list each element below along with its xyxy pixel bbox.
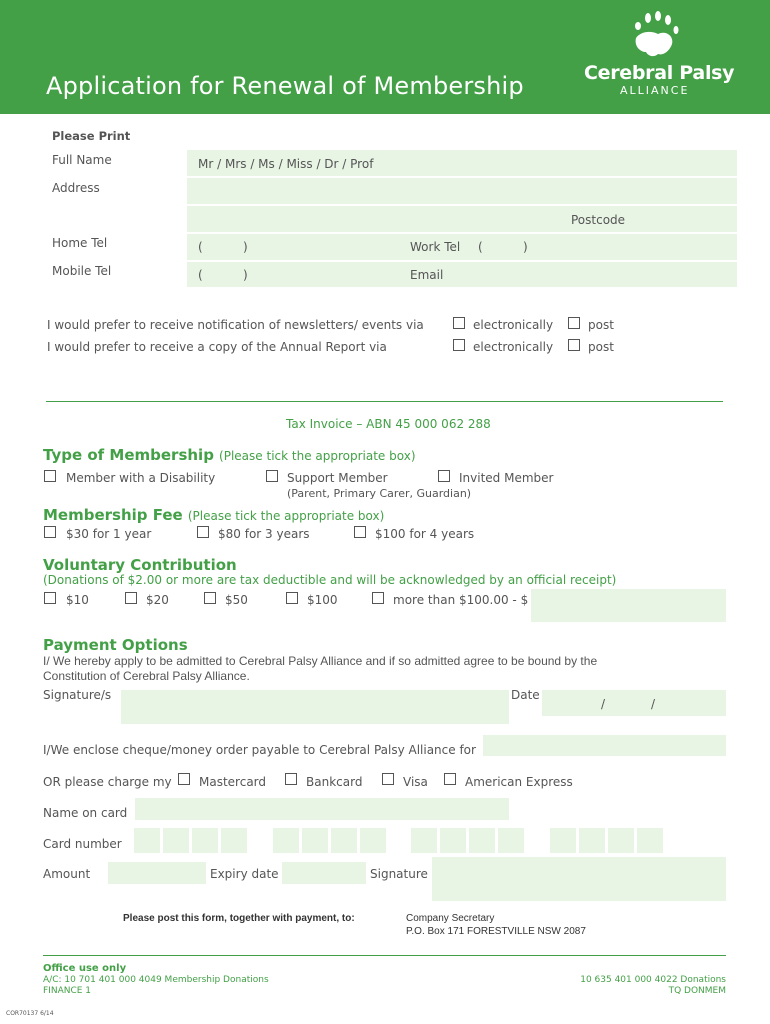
invited-member-checkbox[interactable] (438, 470, 450, 482)
postcode-label: Postcode (571, 213, 626, 227)
home-tel-label: Home Tel (52, 236, 108, 250)
card-number-cell[interactable] (550, 828, 576, 853)
donation-20-label: $20 (146, 593, 169, 607)
signatures-field[interactable] (121, 690, 509, 724)
charge-label: OR please charge my (43, 775, 172, 789)
work-tel-open-paren: ( (478, 240, 483, 254)
card-number-cell[interactable] (608, 828, 634, 853)
work-tel-label: Work Tel (410, 240, 461, 254)
donation-other-checkbox[interactable] (372, 592, 384, 604)
invited-member-label: Invited Member (459, 471, 554, 485)
signature-label: Signature (370, 867, 428, 881)
office-left-line-1: A/C: 10 701 401 000 4049 Membership Donations (43, 975, 269, 985)
membership-fee-note: (Please tick the appropriate box) (187, 509, 385, 523)
office-divider (43, 955, 726, 956)
home-work-tel-field[interactable] (187, 234, 737, 260)
fee-4-years-checkbox[interactable] (354, 526, 366, 538)
post-address-line-2: P.O. Box 171 FORESTVILLE NSW 2087 (406, 926, 586, 937)
expiry-label: Expiry date (210, 867, 279, 881)
home-tel-close-paren: ) (243, 240, 248, 254)
voluntary-note: (Donations of $2.00 or more are tax deductible and will be acknowledged by an official receipt) (43, 573, 617, 587)
mobile-email-field[interactable] (187, 262, 737, 287)
logo-name: Cerebral Palsy (584, 62, 735, 84)
amex-checkbox[interactable] (444, 773, 456, 785)
report-post-label: post (588, 340, 614, 354)
voluntary-heading: Voluntary Contribution (43, 556, 237, 574)
mobile-close-paren: ) (243, 268, 248, 282)
work-tel-close-paren: ) (523, 240, 528, 254)
office-right-line-2: TQ DONMEM (668, 986, 726, 996)
page-title: Application for Renewal of Membership (46, 72, 524, 100)
payment-statement-2: Constitution of Cerebral Palsy Alliance. (43, 669, 250, 683)
date-field[interactable] (542, 690, 726, 716)
card-number-cell[interactable] (273, 828, 299, 853)
fee-3-years-label: $80 for 3 years (218, 527, 310, 541)
mastercard-checkbox[interactable] (178, 773, 190, 785)
membership-type-heading: Type of Membership (43, 446, 214, 464)
donation-100-checkbox[interactable] (286, 592, 298, 604)
card-number-cell[interactable] (469, 828, 495, 853)
logo-sub: ALLIANCE (620, 84, 690, 97)
please-print-label: Please Print (52, 129, 131, 143)
email-label: Email (410, 268, 444, 282)
support-member-label: Support Member (287, 471, 388, 485)
form-code: COR70137 6/14 (6, 1010, 54, 1017)
post-instruction: Please post this form, together with payment, to: (123, 913, 355, 924)
full-name-label: Full Name (52, 153, 112, 167)
mastercard-label: Mastercard (199, 775, 267, 789)
donation-20-checkbox[interactable] (125, 592, 137, 604)
title-options: Mr / Mrs / Ms / Miss / Dr / Prof (198, 157, 374, 171)
date-slash-2: / (651, 697, 656, 711)
visa-checkbox[interactable] (382, 773, 394, 785)
report-electronic-checkbox[interactable] (453, 339, 465, 351)
home-tel-open-paren: ( (198, 240, 203, 254)
cheque-amount-field[interactable] (483, 735, 726, 756)
card-number-cell[interactable] (637, 828, 663, 853)
donation-100-label: $100 (307, 593, 338, 607)
mobile-open-paren: ( (198, 268, 203, 282)
amount-label: Amount (43, 867, 91, 881)
newsletter-post-label: post (588, 318, 614, 332)
card-number-cell[interactable] (498, 828, 524, 853)
membership-type-heading-row (43, 445, 416, 464)
cheque-label: I/We enclose cheque/money order payable to Cerebral Palsy Alliance for (43, 743, 476, 757)
date-label: Date (511, 688, 540, 702)
signatures-label: Signature/s (43, 688, 112, 702)
card-number-cell[interactable] (411, 828, 437, 853)
newsletter-pref-label: I would prefer to receive notification of newsletters/ events via (47, 318, 424, 332)
card-number-cell[interactable] (192, 828, 218, 853)
card-number-cell[interactable] (579, 828, 605, 853)
card-number-cell[interactable] (302, 828, 328, 853)
member-disability-label: Member with a Disability (66, 471, 216, 485)
newsletter-electronic-checkbox[interactable] (453, 317, 465, 329)
amount-field[interactable] (108, 862, 206, 884)
signature-field[interactable] (432, 857, 726, 901)
fee-4-years-label: $100 for 4 years (375, 527, 475, 541)
report-post-checkbox[interactable] (568, 339, 580, 351)
expiry-field[interactable] (282, 862, 366, 884)
amex-label: American Express (465, 775, 573, 789)
card-number-label: Card number (43, 837, 122, 851)
fee-1-year-label: $30 for 1 year (66, 527, 152, 541)
bankcard-label: Bankcard (306, 775, 363, 789)
card-number-cell[interactable] (360, 828, 386, 853)
visa-label: Visa (403, 775, 428, 789)
donation-10-checkbox[interactable] (44, 592, 56, 604)
address-label: Address (52, 181, 100, 195)
membership-fee-heading-row (43, 505, 384, 524)
card-number-cell[interactable] (221, 828, 247, 853)
office-heading: Office use only (43, 963, 127, 974)
office-right-line-1: 10 635 401 000 4022 Donations (580, 975, 726, 985)
donation-10-label: $10 (66, 593, 89, 607)
name-on-card-field[interactable] (135, 798, 509, 820)
divider-line (46, 401, 723, 402)
card-number-cell[interactable] (163, 828, 189, 853)
card-number-cell[interactable] (134, 828, 160, 853)
payment-statement-1: I/ We hereby apply to be admitted to Cerebral Palsy Alliance and if so admitted agree to be bound by the (43, 654, 598, 668)
donation-other-label: more than $100.00 - $ (393, 593, 529, 607)
donation-50-checkbox[interactable] (204, 592, 216, 604)
support-member-checkbox[interactable] (266, 470, 278, 482)
office-left-line-2: FINANCE 1 (43, 986, 92, 996)
mobile-tel-label: Mobile Tel (52, 264, 112, 278)
address-field-1[interactable] (187, 178, 737, 204)
donation-other-amount-field[interactable] (531, 589, 726, 622)
bankcard-checkbox[interactable] (285, 773, 297, 785)
support-member-sub: (Parent, Primary Carer, Guardian) (287, 487, 472, 500)
newsletter-post-checkbox[interactable] (568, 317, 580, 329)
name-on-card-label: Name on card (43, 806, 128, 820)
card-number-cell[interactable] (440, 828, 466, 853)
donation-50-label: $50 (225, 593, 248, 607)
membership-fee-heading: Membership Fee (43, 506, 183, 524)
payment-heading: Payment Options (43, 636, 188, 654)
address-field-2[interactable] (187, 206, 737, 232)
newsletter-electronic-label: electronically (473, 318, 554, 332)
fee-1-year-checkbox[interactable] (44, 526, 56, 538)
alliance-logo-icon (628, 10, 684, 62)
post-address-line-1: Company Secretary (406, 913, 495, 924)
membership-type-note: (Please tick the appropriate box) (219, 449, 416, 463)
annual-report-pref-label: I would prefer to receive a copy of the Annual Report via (47, 340, 387, 354)
report-electronic-label: electronically (473, 340, 554, 354)
tax-invoice-label: Tax Invoice – ABN 45 000 062 288 (286, 417, 491, 431)
fee-3-years-checkbox[interactable] (197, 526, 209, 538)
date-slash-1: / (601, 697, 606, 711)
member-disability-checkbox[interactable] (44, 470, 56, 482)
card-number-cell[interactable] (331, 828, 357, 853)
